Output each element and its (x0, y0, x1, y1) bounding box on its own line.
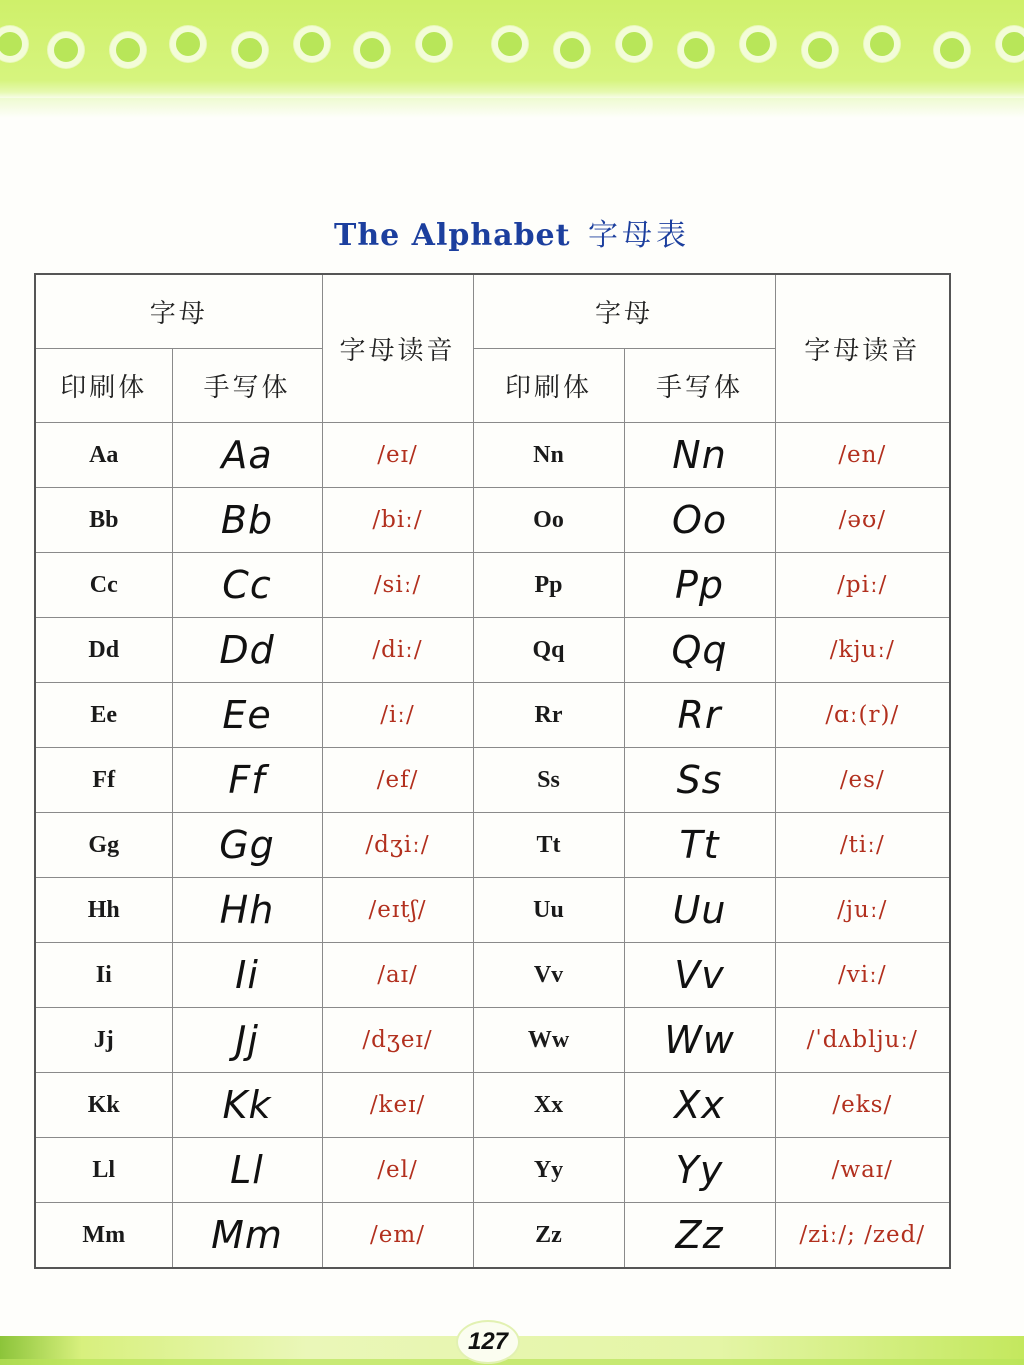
letter-pronunciation-cell: /kjuː/ (775, 618, 950, 683)
letter-pronunciation-cell: /juː/ (775, 878, 950, 943)
letter-print-cell: Oo (473, 488, 624, 553)
letter-pronunciation-cell: /em/ (322, 1203, 473, 1269)
letter-handwritten-cell: Ll (172, 1138, 322, 1203)
letter-handwritten-cell: Tt (624, 813, 775, 878)
letter-handwritten-cell: Ii (172, 943, 322, 1008)
letter-handwritten-cell: Oo (624, 488, 775, 553)
letter-print-cell: Xx (473, 1073, 624, 1138)
page-title-english: The Alphabet (334, 218, 571, 253)
table-row (35, 1203, 950, 1269)
decorative-ring-icon (678, 32, 714, 68)
letter-handwritten-cell: Zz (624, 1203, 775, 1269)
decorative-ring-icon (48, 32, 84, 68)
letter-print-cell: Aa (35, 423, 172, 488)
letter-pronunciation-cell: /iː/ (322, 683, 473, 748)
letter-handwritten-cell: Vv (624, 943, 775, 1008)
letter-print-cell: Yy (473, 1138, 624, 1203)
letter-print-cell: Kk (35, 1073, 172, 1138)
letter-pronunciation-cell: /diː/ (322, 618, 473, 683)
letter-pronunciation-cell: /əʊ/ (775, 488, 950, 553)
letter-handwritten-cell: Xx (624, 1073, 775, 1138)
decorative-ring-icon (354, 32, 390, 68)
letter-pronunciation-cell: /dʒeɪ/ (322, 1008, 473, 1073)
letter-handwritten-cell: Dd (172, 618, 322, 683)
letter-handwritten-cell: Jj (172, 1008, 322, 1073)
decorative-ring-icon (616, 26, 652, 62)
decorative-ring-icon (294, 26, 330, 62)
letter-print-cell: Rr (473, 683, 624, 748)
letter-handwritten-cell: Ff (172, 748, 322, 813)
table-row (35, 423, 950, 488)
letter-pronunciation-cell: /eks/ (775, 1073, 950, 1138)
letter-handwritten-cell: Ee (172, 683, 322, 748)
letter-handwritten-cell: Rr (624, 683, 775, 748)
letter-handwritten-cell: Kk (172, 1073, 322, 1138)
letter-pronunciation-cell: /keɪ/ (322, 1073, 473, 1138)
decorative-ring-icon (934, 32, 970, 68)
letter-print-cell: Ww (473, 1008, 624, 1073)
letter-pronunciation-cell: /ˈdʌbljuː/ (775, 1008, 950, 1073)
letter-pronunciation-cell: /dʒiː/ (322, 813, 473, 878)
decorative-ring-icon (0, 26, 28, 62)
decorative-ring-icon (802, 32, 838, 68)
letter-handwritten-cell: Uu (624, 878, 775, 943)
letter-handwritten-cell: Aa (172, 423, 322, 488)
letter-pronunciation-cell: /viː/ (775, 943, 950, 1008)
table-row (35, 488, 950, 553)
table-row (35, 748, 950, 813)
table-row (35, 683, 950, 748)
decorative-ring-icon (416, 26, 452, 62)
table-row (35, 1008, 950, 1073)
header-pronunciation-right: 字母读音 (775, 274, 950, 423)
letter-print-cell: Mm (35, 1203, 172, 1269)
table-row (35, 878, 950, 943)
decorative-ring-icon (864, 26, 900, 62)
letter-print-cell: Ll (35, 1138, 172, 1203)
letter-print-cell: Nn (473, 423, 624, 488)
letter-pronunciation-cell: /ef/ (322, 748, 473, 813)
letter-handwritten-cell: Pp (624, 553, 775, 618)
page-title (0, 210, 1024, 254)
letter-handwritten-cell: Bb (172, 488, 322, 553)
letter-handwritten-cell: Gg (172, 813, 322, 878)
alphabet-table (34, 273, 951, 1269)
header-print-left: 印刷体 (35, 349, 172, 423)
page-title-chinese: 字母表 (587, 218, 690, 253)
letter-print-cell: Tt (473, 813, 624, 878)
header-letter-group-left: 字母 (35, 274, 322, 349)
letter-handwritten-cell: Yy (624, 1138, 775, 1203)
letter-print-cell: Gg (35, 813, 172, 878)
decorative-ring-icon (170, 26, 206, 62)
letter-pronunciation-cell: /piː/ (775, 553, 950, 618)
letter-print-cell: Cc (35, 553, 172, 618)
letter-print-cell: Ee (35, 683, 172, 748)
letter-pronunciation-cell: /tiː/ (775, 813, 950, 878)
letter-pronunciation-cell: /eɪ/ (322, 423, 473, 488)
decorative-circle-row (0, 24, 1024, 68)
letter-pronunciation-cell: /waɪ/ (775, 1138, 950, 1203)
page-number: 127 (456, 1320, 520, 1364)
letter-print-cell: Zz (473, 1203, 624, 1269)
decorative-ring-icon (232, 32, 268, 68)
letter-pronunciation-cell: /ziː/; /zed/ (775, 1203, 950, 1269)
header-letter-group-right: 字母 (473, 274, 775, 349)
letter-pronunciation-cell: /siː/ (322, 553, 473, 618)
decorative-ring-icon (110, 32, 146, 68)
decorative-ring-icon (492, 26, 528, 62)
table-row (35, 553, 950, 618)
letter-handwritten-cell: Mm (172, 1203, 322, 1269)
table-row (35, 943, 950, 1008)
table-row (35, 813, 950, 878)
letter-print-cell: Jj (35, 1008, 172, 1073)
letter-print-cell: Hh (35, 878, 172, 943)
header-pronunciation-left: 字母读音 (322, 274, 473, 423)
letter-handwritten-cell: Qq (624, 618, 775, 683)
letter-print-cell: Ii (35, 943, 172, 1008)
header-band-fade (0, 98, 1024, 118)
letter-pronunciation-cell: /eɪtʃ/ (322, 878, 473, 943)
letter-handwritten-cell: Cc (172, 553, 322, 618)
letter-pronunciation-cell: /en/ (775, 423, 950, 488)
letter-print-cell: Vv (473, 943, 624, 1008)
letter-handwritten-cell: Nn (624, 423, 775, 488)
letter-print-cell: Pp (473, 553, 624, 618)
letter-print-cell: Ff (35, 748, 172, 813)
letter-print-cell: Dd (35, 618, 172, 683)
letter-print-cell: Bb (35, 488, 172, 553)
letter-pronunciation-cell: /es/ (775, 748, 950, 813)
header-print-right: 印刷体 (473, 349, 624, 423)
letter-handwritten-cell: Ss (624, 748, 775, 813)
letter-pronunciation-cell: /biː/ (322, 488, 473, 553)
table-row (35, 1138, 950, 1203)
decorative-ring-icon (996, 26, 1024, 62)
table-row (35, 1073, 950, 1138)
letter-print-cell: Ss (473, 748, 624, 813)
letter-print-cell: Uu (473, 878, 624, 943)
letter-pronunciation-cell: /ɑː(r)/ (775, 683, 950, 748)
header-handwritten-left: 手写体 (172, 349, 322, 423)
letter-pronunciation-cell: /el/ (322, 1138, 473, 1203)
letter-pronunciation-cell: /aɪ/ (322, 943, 473, 1008)
table-row (35, 618, 950, 683)
header-handwritten-right: 手写体 (624, 349, 775, 423)
decorative-ring-icon (740, 26, 776, 62)
decorative-ring-icon (554, 32, 590, 68)
letter-print-cell: Qq (473, 618, 624, 683)
letter-handwritten-cell: Hh (172, 878, 322, 943)
letter-handwritten-cell: Ww (624, 1008, 775, 1073)
